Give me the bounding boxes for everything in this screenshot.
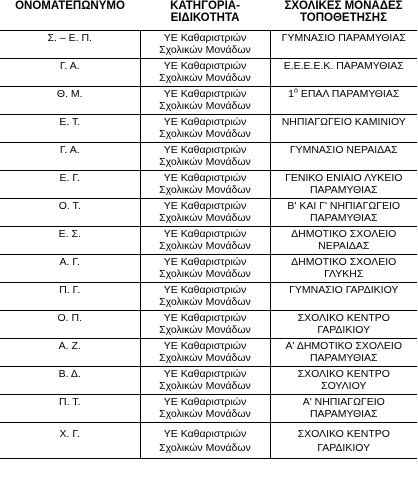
school-line2: ΓΑΡΔΙΚΙΟΥ [317, 324, 371, 336]
cell-school [270, 423, 417, 459]
cell-name: Ο. Τ. [0, 199, 140, 227]
cell-name: Ε. Σ. [0, 227, 140, 255]
category-line2: Σχολικών Μονάδων [159, 72, 251, 84]
cell-name: Π. Γ. [0, 283, 140, 311]
category-line1: ΥΕ Καθαριστριών [163, 88, 247, 100]
school-line1: Ε.Ε.Ε.Ε.Κ. ΠΑΡΑΜΥΘΙΑΣ [283, 60, 404, 72]
category-line2: Σχολικών Μονάδων [159, 296, 251, 308]
table-row [0, 255, 417, 283]
cell-category [140, 395, 270, 423]
cell-name: Α. Γ. [0, 255, 140, 283]
cell-name: Σ. – Ε. Π. [0, 31, 140, 59]
table-header [0, 0, 417, 31]
cell-name: Ο. Π. [0, 311, 140, 339]
school-line1: Β' ΚΑΙ Γ' ΝΗΠΙΑΓΩΓΕΙΟ [287, 200, 401, 212]
header-row [0, 0, 417, 31]
cell-category [140, 339, 270, 367]
table-row [0, 423, 417, 459]
category-line2: Σχολικών Μονάδων [159, 352, 251, 364]
school-line1: ΔΗΜΟΤΙΚΟ ΣΧΟΛΕΙΟ [291, 228, 397, 240]
table-row [0, 199, 417, 227]
category-line2: Σχολικών Μονάδων [159, 268, 251, 280]
school-line2: ΓΛΥΚΗΣ [324, 268, 364, 280]
category-line2: Σχολικών Μονάδων [159, 184, 251, 196]
cell-school [270, 115, 417, 143]
cell-category [140, 59, 270, 87]
category-line2: Σχολικών Μονάδων [159, 324, 251, 336]
school-line1: ΓΥΜΝΑΣΙΟ ΝΕΡΑΙΔΑΣ [289, 144, 398, 156]
category-line1: ΥΕ Καθαριστριών [163, 144, 247, 156]
cell-school [270, 339, 417, 367]
category-line1: ΥΕ Καθαριστριών [163, 200, 247, 212]
table-row [0, 339, 417, 367]
cell-category [140, 87, 270, 115]
category-line2: Σχολικών Μονάδων [159, 408, 251, 420]
category-line2: Σχολικών Μονάδων [159, 44, 251, 56]
school-line1 [273, 88, 416, 100]
cell-category [140, 143, 270, 171]
category-line1: ΥΕ Καθαριστριών [163, 228, 247, 240]
school-line1: ΓΥΜΝΑΣΙΟ ΓΑΡΔΙΚΙΟΥ [289, 284, 399, 296]
cell-school [270, 143, 417, 171]
school-line2: ΠΑΡΑΜΥΘΙΑΣ [309, 184, 378, 196]
school-line1: ΣΧΟΛΙΚΟ ΚΕΝΤΡΟ [297, 312, 390, 324]
category-line1: ΥΕ Καθαριστριών [163, 368, 247, 380]
category-line2: Σχολικών Μονάδων [159, 156, 251, 168]
cell-category [140, 423, 270, 459]
school-line2: ΠΑΡΑΜΥΘΙΑΣ [309, 352, 378, 364]
school-line2: ΠΑΡΑΜΥΘΙΑΣ [309, 408, 378, 420]
cell-category [140, 227, 270, 255]
category-line2: Σχολικών Μονάδων [159, 380, 251, 392]
category-line2: Σχολικών Μονάδων [159, 240, 251, 252]
category-line1: ΥΕ Καθαριστριών [163, 60, 247, 72]
cell-school [270, 199, 417, 227]
category-line1: ΥΕ Καθαριστριών [163, 284, 247, 296]
cell-name: Ε. Τ. [0, 115, 140, 143]
cell-school [270, 395, 417, 423]
cell-school [270, 171, 417, 199]
cell-school [270, 255, 417, 283]
cell-name: Β. Δ. [0, 367, 140, 395]
school-line2: ΠΑΡΑΜΥΘΙΑΣ [309, 212, 378, 224]
header-category-line1: ΚΑΤΗΓΟΡΙΑ- [170, 0, 240, 12]
category-line1: ΥΕ Καθαριστριών [163, 116, 247, 128]
table-row [0, 311, 417, 339]
cell-name: Χ. Γ. [0, 423, 140, 459]
category-line2: Σχολικών Μονάδων [159, 212, 251, 224]
cell-school [270, 227, 417, 255]
category-line1: ΥΕ Καθαριστριών [163, 396, 247, 408]
cell-category [140, 199, 270, 227]
table-row [0, 283, 417, 311]
category-line1: ΥΕ Καθαριστριών [163, 172, 247, 184]
category-line1: ΥΕ Καθαριστριών [163, 340, 247, 352]
table-row [0, 115, 417, 143]
cell-name: Γ. Α. [0, 143, 140, 171]
table-row [0, 59, 417, 87]
header-school-line1: ΣΧΟΛΙΚΕΣ ΜΟΝΑΔΕΣ [284, 0, 403, 12]
school-line2: ΝΕΡΑΙΔΑΣ [318, 240, 370, 252]
header-name [0, 0, 140, 31]
header-school-line2: ΤΟΠΟΘΕΤΗΣΗΣ [299, 12, 388, 24]
cell-category [140, 311, 270, 339]
header-category [140, 0, 270, 31]
cell-name: Θ. Μ. [0, 87, 140, 115]
school-line2: ΓΑΡΔΙΚΙΟΥ [317, 442, 371, 454]
school-line1: Α' ΝΗΠΙΑΓΩΓΕΙΟ [302, 396, 385, 408]
header-category-line2: ΕΙΔΙΚΟΤΗΤΑ [170, 12, 240, 24]
category-line2: Σχολικών Μονάδων [159, 128, 251, 140]
table-row [0, 171, 417, 199]
category-line2: Σχολικών Μονάδων [159, 100, 251, 112]
cell-category [140, 171, 270, 199]
table-body [0, 31, 417, 459]
category-line1: ΥΕ Καθαριστριών [163, 428, 247, 440]
school-line1: Α' ΔΗΜΟΤΙΚΟ ΣΧΟΛΕΙΟ [285, 340, 403, 352]
cell-school [270, 87, 417, 115]
cell-school [270, 367, 417, 395]
cell-school [270, 311, 417, 339]
header-name-label: ΟΝΟΜΑΤΕΠΩΝΥΜΟ [15, 0, 125, 12]
table-row [0, 31, 417, 59]
table-row [0, 367, 417, 395]
category-line1: ΥΕ Καθαριστριών [163, 256, 247, 268]
cell-name: Ε. Γ. [0, 171, 140, 199]
cell-category [140, 31, 270, 59]
school-line1: ΝΗΠΙΑΓΩΓΕΙΟ ΚΑΜΙΝΙΟΥ [281, 116, 406, 128]
cell-name: Α. Ζ. [0, 339, 140, 367]
school-ordinal-suffix: ο [294, 87, 298, 95]
cell-category [140, 115, 270, 143]
cell-school [270, 283, 417, 311]
cell-category [140, 283, 270, 311]
school-name-rest: ΕΠΑΛ ΠΑΡΑΜΥΘΙΑΣ [297, 88, 400, 100]
school-line1: ΓΕΝΙΚΟ ΕΝΙΑΙΟ ΛΥΚΕΙΟ [285, 172, 403, 184]
school-line2: ΣΟΥΛΙΟΥ [321, 380, 367, 392]
header-school [270, 0, 417, 31]
category-line1: ΥΕ Καθαριστριών [163, 312, 247, 324]
category-line2: Σχολικών Μονάδων [159, 442, 251, 454]
table-row [0, 227, 417, 255]
school-ordinal-number: 1 [288, 88, 294, 100]
school-line1: ΣΧΟΛΙΚΟ ΚΕΝΤΡΟ [297, 428, 390, 440]
school-line1: ΔΗΜΟΤΙΚΟ ΣΧΟΛΕΙΟ [291, 256, 397, 268]
school-line1: ΣΧΟΛΙΚΟ ΚΕΝΤΡΟ [297, 368, 390, 380]
category-line1: ΥΕ Καθαριστριών [163, 32, 247, 44]
table-row [0, 87, 417, 115]
table-row [0, 395, 417, 423]
cell-name: Π. Τ. [0, 395, 140, 423]
table-row [0, 143, 417, 171]
school-line1: ΓΥΜΝΑΣΙΟ ΠΑΡΑΜΥΘΙΑΣ [281, 32, 406, 44]
cell-name: Γ. Α. [0, 59, 140, 87]
cell-school [270, 59, 417, 87]
cell-category [140, 255, 270, 283]
cell-category [140, 367, 270, 395]
cell-school [270, 31, 417, 59]
